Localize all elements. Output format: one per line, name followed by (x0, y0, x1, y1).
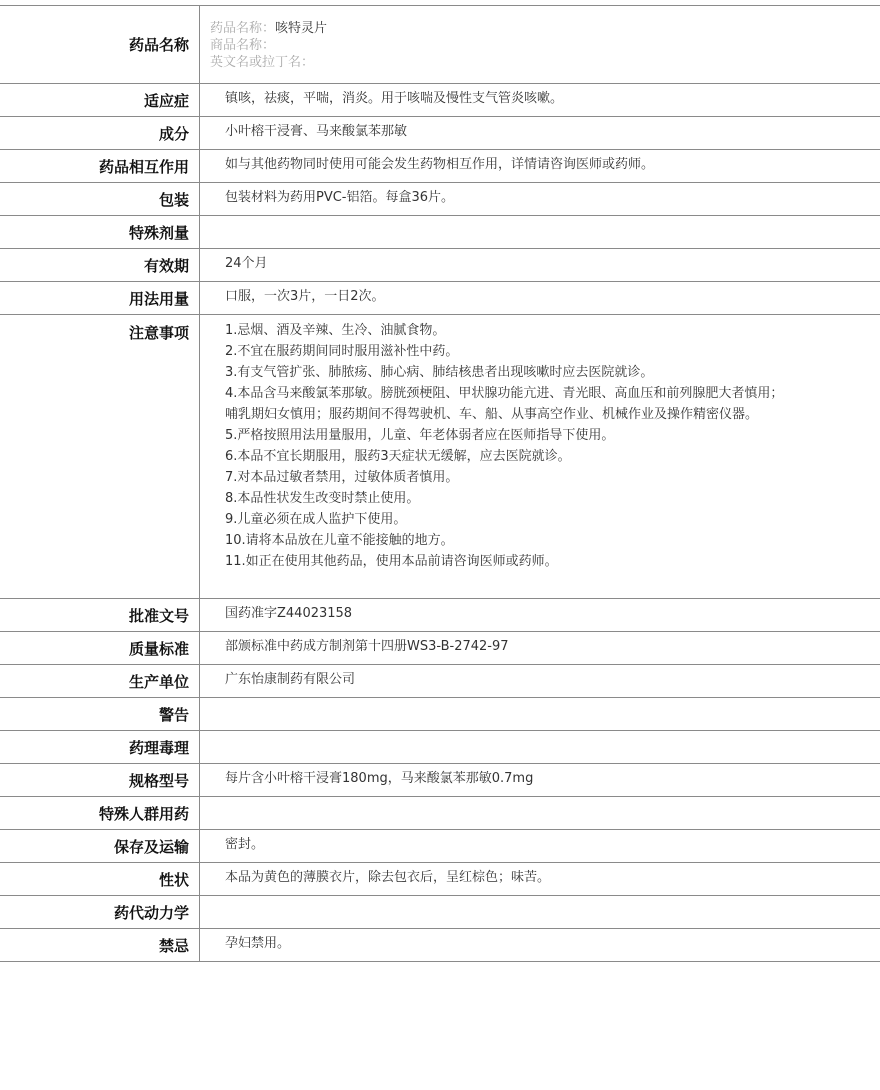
row-label: 有效期 (0, 249, 200, 281)
row-indications (0, 84, 880, 117)
precaution-item: 11.如正在使用其他药品，使用本品前请咨询医师或药师。 (225, 554, 558, 569)
precaution-item: 3.有支气管扩张、肺脓疡、肺心病、肺结核患者出现咳嗽时应去医院就诊。 (225, 365, 654, 380)
row-pharmacokinetics (0, 896, 880, 929)
row-quality-standard (0, 632, 880, 665)
row-value: 每片含小叶榕干浸膏180mg，马来酸氯苯那敏0.7mg (225, 771, 534, 786)
precaution-item: 4.本品含马来酸氯苯那敏。膀胱颈梗阻、甲状腺功能亢进、青光眼、高血压和前列腺肥大者慎用；哺乳期妇女慎用；服药期间不得驾驶机、车、船、从事高空作业、机械作业及操作精密仪器。 (225, 386, 784, 422)
row-pharmacology (0, 731, 880, 764)
row-specification (0, 764, 880, 797)
row-label: 成分 (0, 117, 200, 149)
precaution-item: 7.对本品过敏者禁用，过敏体质者慎用。 (225, 470, 459, 485)
generic-name-line (210, 20, 327, 37)
precaution-item: 1.忌烟、酒及辛辣、生冷、油腻食物。 (225, 323, 446, 338)
generic-name-value: 咳特灵片 (275, 21, 328, 36)
row-value: 本品为黄色的薄膜衣片，除去包衣后，呈红棕色；味苦。 (225, 870, 551, 885)
row-value (200, 698, 880, 730)
row-label: 性状 (0, 863, 200, 895)
row-contraindications (0, 929, 880, 962)
precaution-item: 8.本品性状发生改变时禁止使用。 (225, 491, 420, 506)
precaution-item: 6.本品不宜长期服用，服药3天症状无缓解，应去医院就诊。 (225, 449, 571, 464)
row-label: 药品相互作用 (0, 150, 200, 182)
drug-name-cell (200, 6, 880, 83)
row-value (200, 216, 880, 248)
row-label: 规格型号 (0, 764, 200, 796)
row-dosage (0, 282, 880, 315)
generic-name-label: 药品名称： (210, 21, 276, 36)
row-drug-interactions (0, 150, 880, 183)
row-manufacturer (0, 665, 880, 698)
row-label: 药理毒理 (0, 731, 200, 763)
row-value: 广东怡康制药有限公司 (225, 672, 356, 687)
row-label: 适应症 (0, 84, 200, 116)
precaution-item: 9.儿童必须在成人监护下使用。 (225, 512, 407, 527)
english-name-label: 英文名或拉丁名： (210, 55, 315, 70)
row-value: 孕妇禁用。 (225, 936, 291, 951)
row-label: 特殊剂量 (0, 216, 200, 248)
trade-name-label: 商品名称： (210, 38, 276, 53)
row-storage (0, 830, 880, 863)
row-description (0, 863, 880, 896)
row-label: 警告 (0, 698, 200, 730)
row-value: 24个月 (225, 256, 268, 271)
row-value: 国药准字Z44023158 (225, 606, 353, 621)
row-label: 禁忌 (0, 929, 200, 961)
row-label: 批准文号 (0, 599, 200, 631)
drug-info-table (0, 5, 880, 962)
row-special-dosage (0, 216, 880, 249)
row-value: 口服，一次3片，一日2次。 (225, 289, 385, 304)
row-special-populations (0, 797, 880, 830)
row-precautions (0, 315, 880, 599)
row-value: 如与其他药物同时使用可能会发生药物相互作用，详情请咨询医师或药师。 (225, 157, 655, 172)
row-value: 小叶榕干浸膏、马来酸氯苯那敏 (225, 124, 408, 139)
row-label: 用法用量 (0, 282, 200, 314)
precaution-item: 10.请将本品放在儿童不能接触的地方。 (225, 533, 454, 548)
row-label: 包装 (0, 183, 200, 215)
row-approval-number (0, 599, 880, 632)
row-label: 生产单位 (0, 665, 200, 697)
row-drug-name (0, 6, 880, 84)
row-warning (0, 698, 880, 731)
row-label: 药代动力学 (0, 896, 200, 928)
row-shelf-life (0, 249, 880, 282)
precaution-item: 2.不宜在服药期间同时服用滋补性中药。 (225, 344, 459, 359)
precaution-item: 5.严格按照用法用量服用，儿童、年老体弱者应在医师指导下使用。 (225, 428, 615, 443)
row-value (200, 896, 880, 928)
row-label: 保存及运输 (0, 830, 200, 862)
row-value: 密封。 (225, 837, 265, 852)
row-value (200, 797, 880, 829)
row-value (200, 731, 880, 763)
row-value: 镇咳，祛痰，平喘，消炎。用于咳喘及慢性支气管炎咳嗽。 (225, 91, 564, 106)
row-value: 部颁标准中药成方制剂第十四册WS3-B-2742-97 (225, 639, 509, 654)
row-label: 特殊人群用药 (0, 797, 200, 829)
row-label: 药品名称 (0, 6, 200, 83)
row-label: 注意事项 (0, 315, 200, 598)
precautions-list (200, 315, 880, 598)
row-ingredients (0, 117, 880, 150)
row-label: 质量标准 (0, 632, 200, 664)
row-packaging (0, 183, 880, 216)
row-value: 包装材料为药用PVC-铝箔。每盒36片。 (225, 190, 455, 205)
